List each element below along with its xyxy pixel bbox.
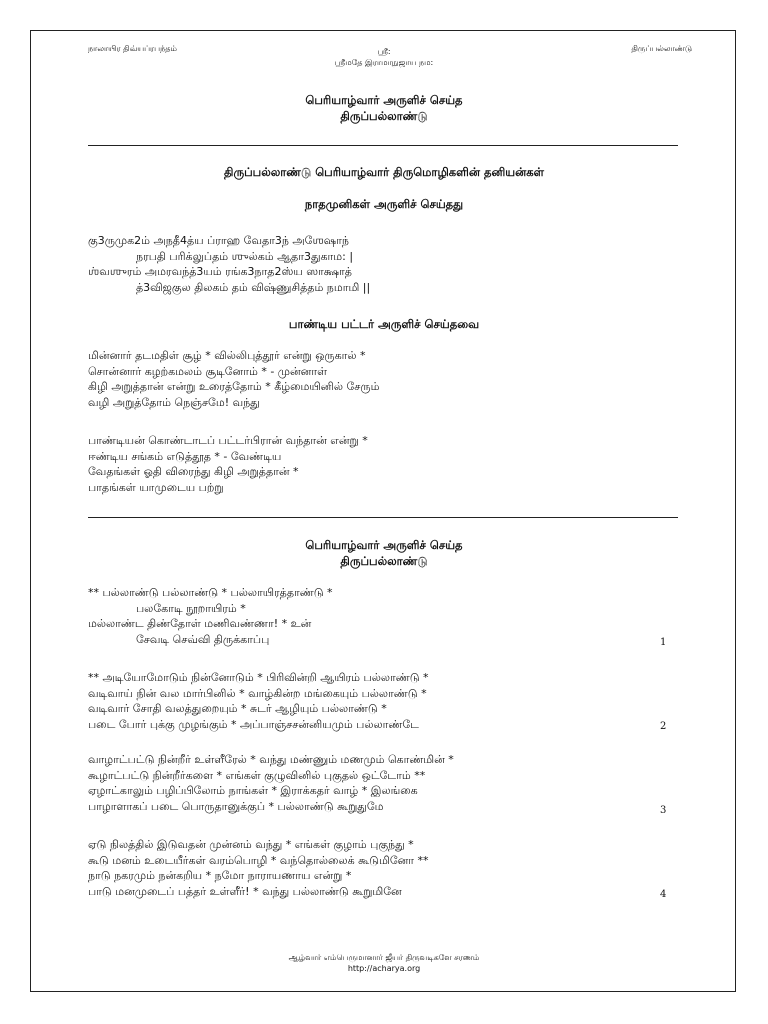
verse-line: ஏழாட்காலும் பழிப்பிலோம் நாங்கள் * இராக்கதர் வாழ் * இலங்கை <box>88 784 418 797</box>
header-center-bottom: ஸ்ரீமதே இராமாநுஜாய நம: <box>334 58 434 67</box>
verse-pandya-1 <box>88 348 379 410</box>
divider-2 <box>88 517 678 518</box>
pasuram-number: 2 <box>660 721 667 732</box>
pasuram-4 <box>88 837 429 899</box>
verse-line: மல்லாண்ட திண்தோள் மணிவண்ணா! * உன் <box>88 617 312 630</box>
verse-line: வேதங்கள் ஓதி விரைந்து கிழி அறுத்தான் * <box>88 465 299 478</box>
divider-1 <box>88 145 678 146</box>
subtitle-nathamuni: நாதமுனிகள் அருளிச் செய்தது <box>304 197 464 211</box>
pasuram-number: 1 <box>660 637 667 648</box>
footer <box>0 952 768 974</box>
verse-line: வடிவாய் நின் வல மார்பினில் * வாழ்கின்ற மங்கையும் பல்லாண்டு * <box>88 686 427 700</box>
verse-nathamuni <box>88 233 370 295</box>
footer-text: ஆழ்வார் எம்பெருமானார் ஜீயர் திருவடிகளே சரணம் <box>288 953 480 962</box>
verse-line: கூழாட்பட்டு நின்றீர்களை * எங்கள் குழுவினில் புகுதல் ஒட்டோம் ** <box>88 768 426 782</box>
verse-line: நரபதி பரிக்லுப்தம் ஶுல்கம் ஆதா3துகாம: | <box>136 249 354 263</box>
header-center-top: ஸ்ரீ: <box>377 47 391 56</box>
verse-line: ** அடியோமோடும் நின்னோடும் * பிரிவின்றி ஆயிரம் பல்லாண்டு * <box>88 671 429 684</box>
pasuram-number: 3 <box>660 805 667 816</box>
verse-line: பாழாளாகப் படை பொருதானுக்குப் * பல்லாண்டு கூறுதுமே <box>88 799 384 813</box>
header-right: திருப்பல்லாண்டு <box>631 44 692 53</box>
main-title <box>0 92 768 124</box>
verse-line: பாதங்கள் யாமுடைய பற்று <box>88 480 224 494</box>
pasuram-2 <box>88 670 429 732</box>
verse-line: பலகோடி நூறாயிரம் * <box>136 601 246 615</box>
verse-line: வாழாட்பட்டு நின்றீர் உள்ளீரேல் * வந்து மண்ணும் மணமும் கொண்மின் * <box>88 753 454 766</box>
verse-line: ஶ்வஶுரம் அமரவந்த்3யம் ரங்க3நாத2ஸ்ய ஸாக்ஷாத் <box>88 265 352 278</box>
verse-line: சேவடி செவ்வி திருக்காப்பு <box>136 632 270 646</box>
second-title-line2: திருப்பல்லாண்டு <box>340 554 428 568</box>
verse-line: த்3விஜகுல திலகம் தம் விஷ்ணுசித்தம் நமாமி || <box>136 280 371 294</box>
main-title-line2: திருப்பல்லாண்டு <box>340 109 428 123</box>
subtitle-pandya: பாண்டிய பட்டர் அருளிச் செய்தவை <box>288 317 480 331</box>
pasuram-1 <box>88 585 333 647</box>
verse-line: நாடு நகரமும் நன்கறிய * நமோ நாராயணாய என்று * <box>88 869 352 882</box>
verse-line: சொன்னார் கழற்கமலம் சூடினோம் * - முன்னாள் <box>88 364 328 378</box>
verse-line: ஏடு நிலத்தில் இடுவதன் முன்னம் வந்து * எங்கள் குழாம் புகுந்து * <box>88 838 414 851</box>
verse-line: படை போர் புக்கு முழங்கும் * அப்பாஞ்சசன்னியமும் பல்லாண்டே <box>88 717 419 731</box>
verse-line: கிழி அறுத்தான் என்று உரைத்தோம் * கீழ்மையினில் சேரும் <box>88 380 380 393</box>
verse-line: ஈண்டிய சங்கம் எடுத்தூத * - வேண்டிய <box>88 449 282 463</box>
verse-line: பாண்டியன் கொண்டாடப் பட்டர்பிரான் வந்தான் என்று * <box>88 434 368 447</box>
verse-line: வழி அறுத்தோம் நெஞ்சமே! வந்து <box>88 395 260 409</box>
header-left: நாலாயிர திவ்யப்ரபந்தம் <box>88 44 177 53</box>
verse-line: வடிவார் சோதி வலத்துறையும் * சுடர் ஆழியும் பல்லாண்டு * <box>88 702 387 715</box>
verse-pandya-2 <box>88 433 368 495</box>
second-title-line1: பெரியாழ்வார் அருளிச் செய்த <box>305 538 463 552</box>
pasuram-3 <box>88 752 454 814</box>
verse-line: பாடு மனமுடைப் பத்தர் உள்ளீர்! * வந்து பல்லாண்டு கூறுமினே <box>88 884 402 898</box>
verse-line: ** பல்லாண்டு பல்லாண்டு * பல்லாயிரத்தாண்டு * <box>88 586 333 599</box>
verse-line: மின்னார் தடமதிள் சூழ் * வில்லிபுத்தூர் என்று ஒருகால் * <box>88 349 366 362</box>
footer-link[interactable]: http://acharya.org <box>347 964 421 973</box>
verse-line: கு3ருமுக2ம் அநதீ4த்ய ப்ராஹ வேதா3ந் அஶேஷாந் <box>88 234 349 247</box>
second-title <box>0 537 768 569</box>
verse-line: கூடு மனம் உடையீர்கள் வரம்பொழி * வந்தொல்லைக் கூடுமினோ ** <box>88 853 429 867</box>
section-title: திருப்பல்லாண்டு பெரியாழ்வார் திருமொழிகளின் தனியன்கள் <box>224 165 544 179</box>
pasuram-number: 4 <box>660 889 667 900</box>
main-title-line1: பெரியாழ்வார் அருளிச் செய்த <box>305 93 463 107</box>
